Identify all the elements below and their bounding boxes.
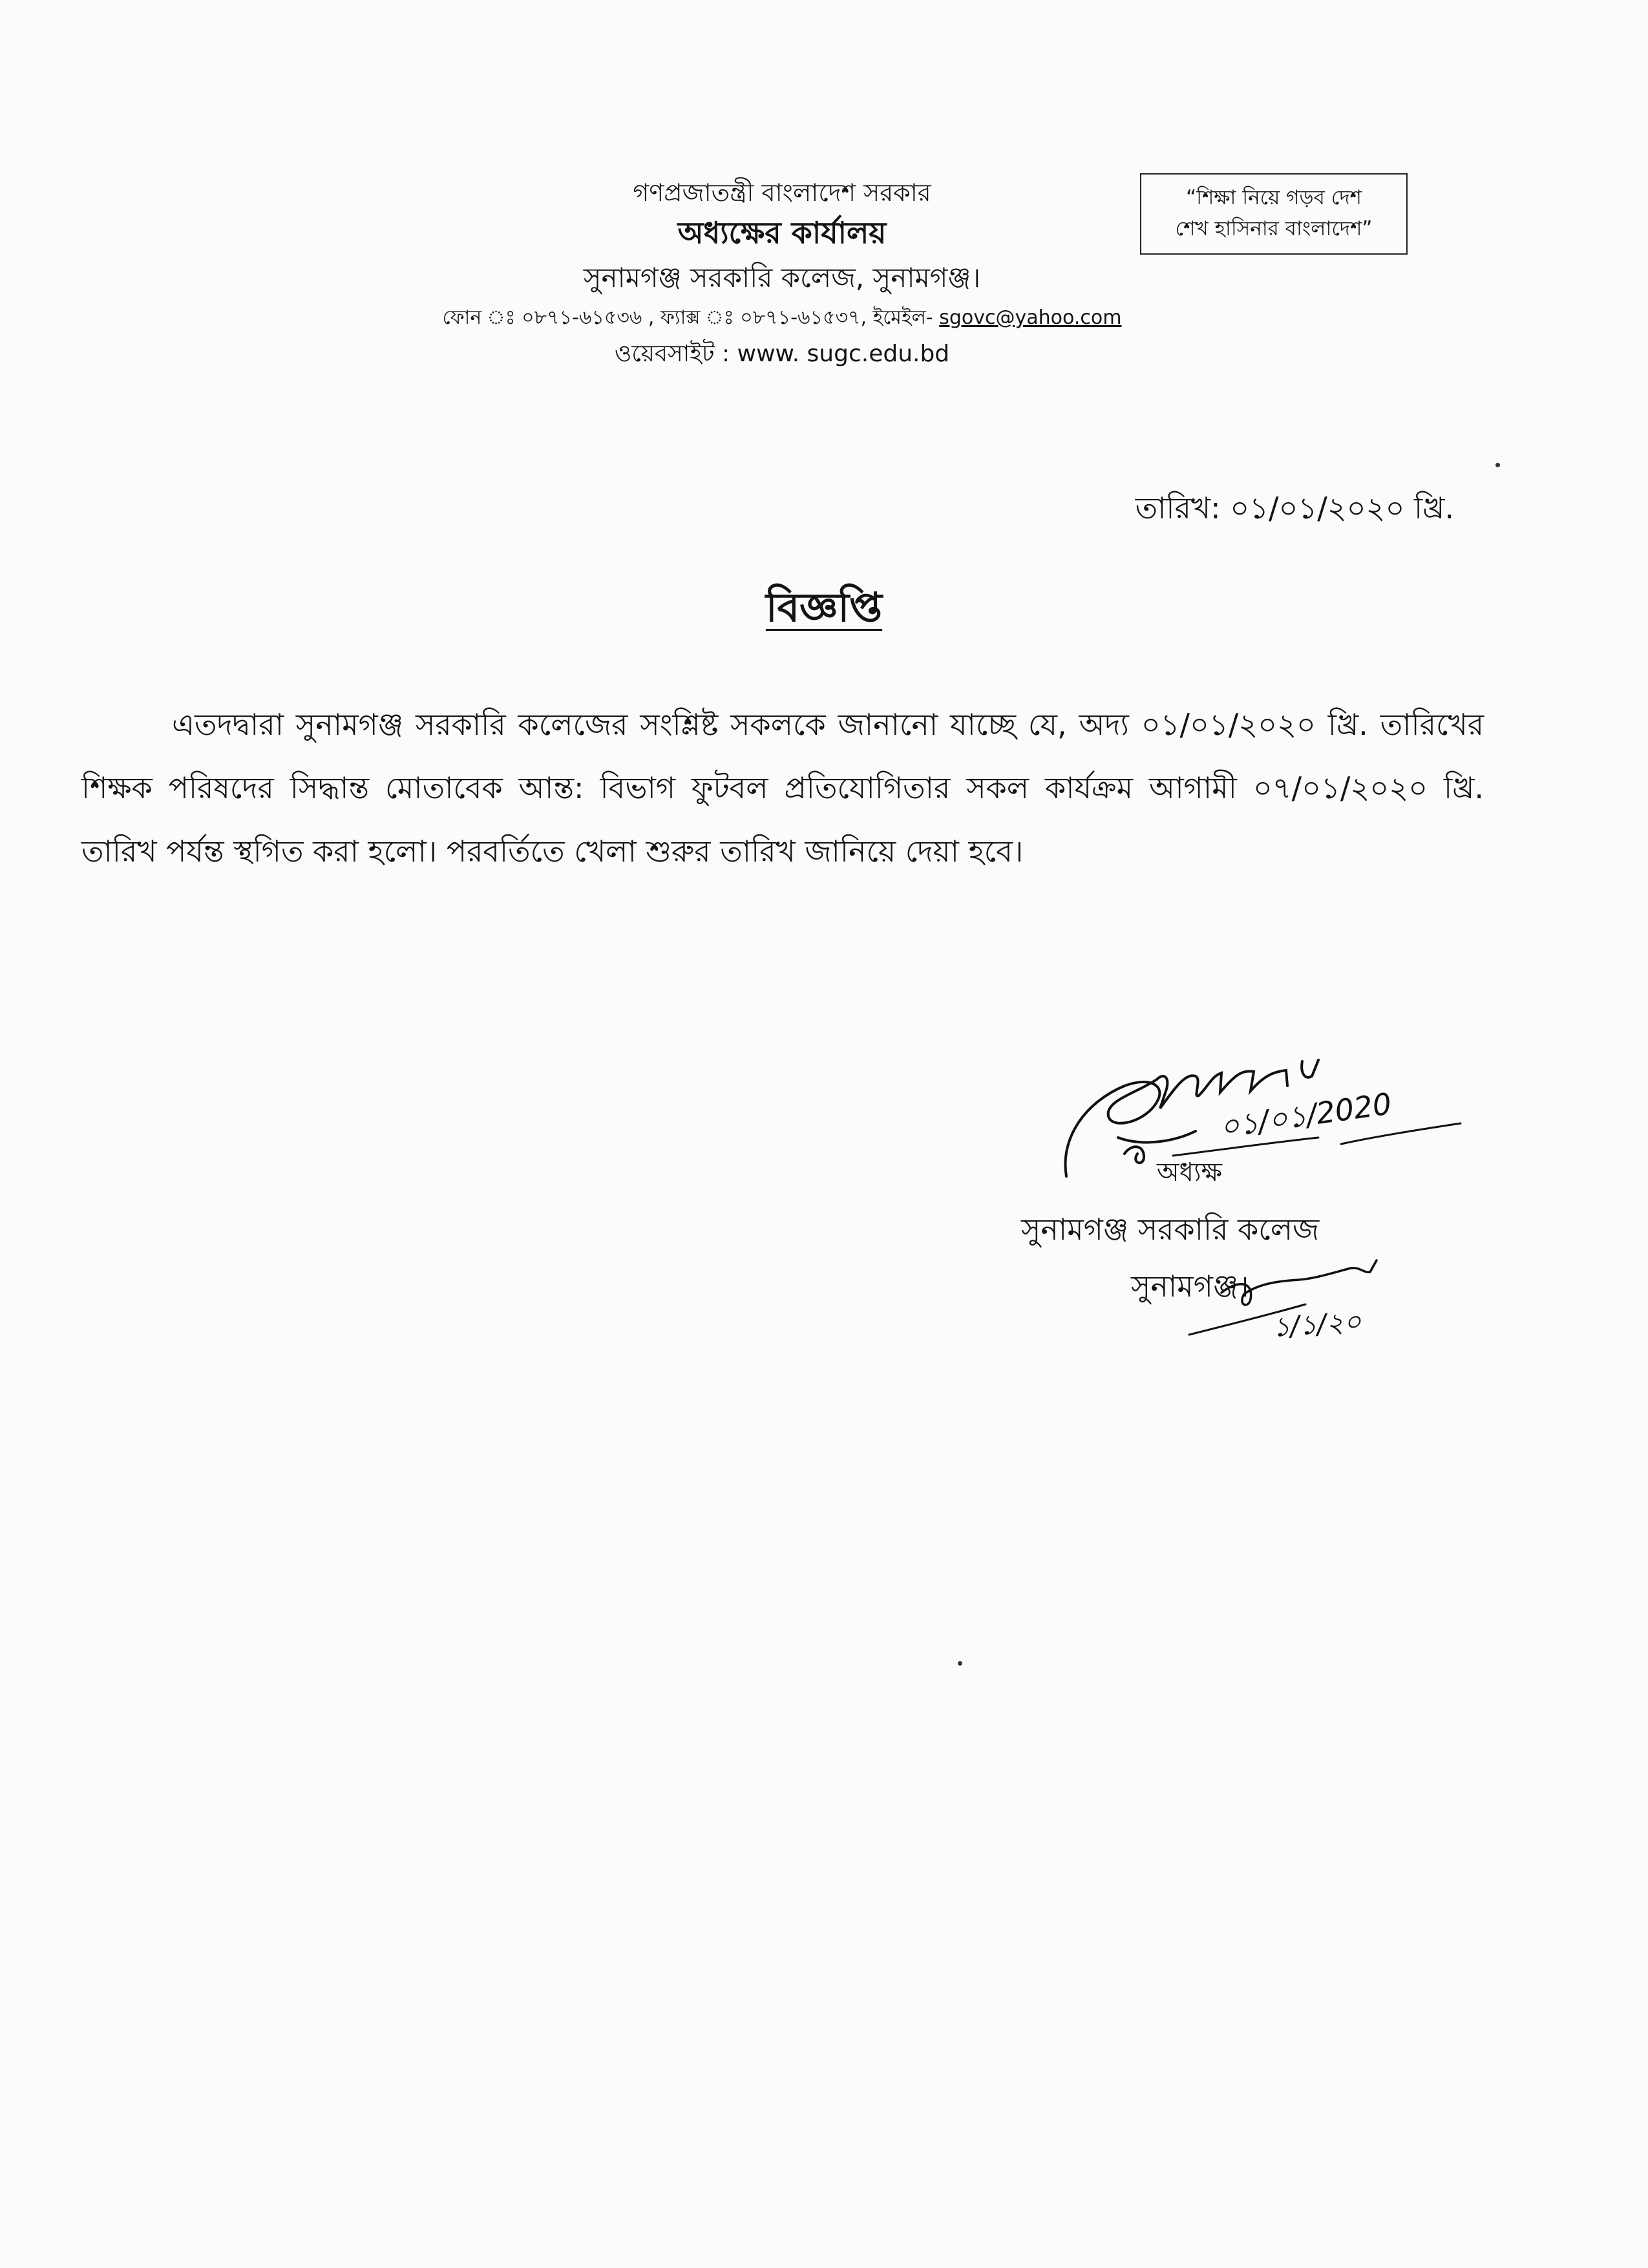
contact-phone-fax: ফোন ঃ ০৮৭১-৬১৫৩৬ , ফ্যাক্স ঃ ০৮৭১-৬১৫৩৭, ইমেইল- (442, 306, 940, 329)
slogan-line-2: শেখ হাসিনার বাংলাদেশ” (1175, 217, 1373, 240)
website-label: ওয়েবসাইট : (614, 341, 737, 367)
college-address: সুনামগঞ্জ সরকারি কলেজ, সুনামগঞ্জ। (583, 262, 981, 293)
contact-email: sgovc@yahoo.com (939, 306, 1122, 329)
scan-speck (1495, 463, 1500, 467)
slogan-box (1140, 173, 1408, 255)
letterhead (323, 176, 1241, 372)
scan-speck (958, 1661, 962, 1666)
principal-signature (1047, 1041, 1474, 1196)
notice-date: তারিখ: ০১/০১/২০২০ খ্রি. (1135, 491, 1454, 525)
contact-line (323, 300, 1241, 336)
website-url: www. sugc.edu.bd (737, 341, 950, 367)
office-name: অধ্যক্ষের কার্যালয় (677, 215, 887, 250)
signature-date: ০১/০১/2020 (1218, 1086, 1394, 1145)
notice-body: এতদদ্বারা সুনামগঞ্জ সরকারি কলেজের সংশ্লিষ্ট সকলকে জানানো যাচ্ছে যে, অদ্য ০১/০১/২০২০ খ্রি. তারিখের শিক্ষক পরিষদের সিদ্ধান্ত মোতাবেক আন্ত: বিভাগ ফুটবল প্রতিযোগিতার সকল কার্যক্রম আগামী ০৭/০১/২০২০ খ্রি. তারিখ পর্যন্ত স্থগিত করা হলো। পরবর্তিতে খেলা শুরুর তারিখ জানিয়ে দেয়া হবে। (81, 707, 1484, 869)
initials-scribble (1176, 1254, 1435, 1357)
signatory-college: সুনামগঞ্জ সরকারি কলেজ (1021, 1212, 1320, 1247)
signatory-district: সুনামগঞ্জ। (1131, 1269, 1249, 1304)
slogan-line-1: “শিক্ষা নিয়ে গড়ব দেশ (1186, 186, 1362, 209)
signatory-title: অধ্যক্ষ (1157, 1158, 1223, 1187)
website-line (323, 336, 1241, 372)
signature-scribble (1047, 1041, 1474, 1196)
initials-mark (1176, 1254, 1435, 1357)
government-name: গণপ্রজাতন্ত্রী বাংলাদেশ সরকার (633, 178, 931, 207)
initials-date: ১/১/২০ (1271, 1305, 1362, 1343)
notice-heading (0, 582, 1648, 633)
notice-heading-text: বিজ্ঞপ্তি (765, 584, 883, 631)
